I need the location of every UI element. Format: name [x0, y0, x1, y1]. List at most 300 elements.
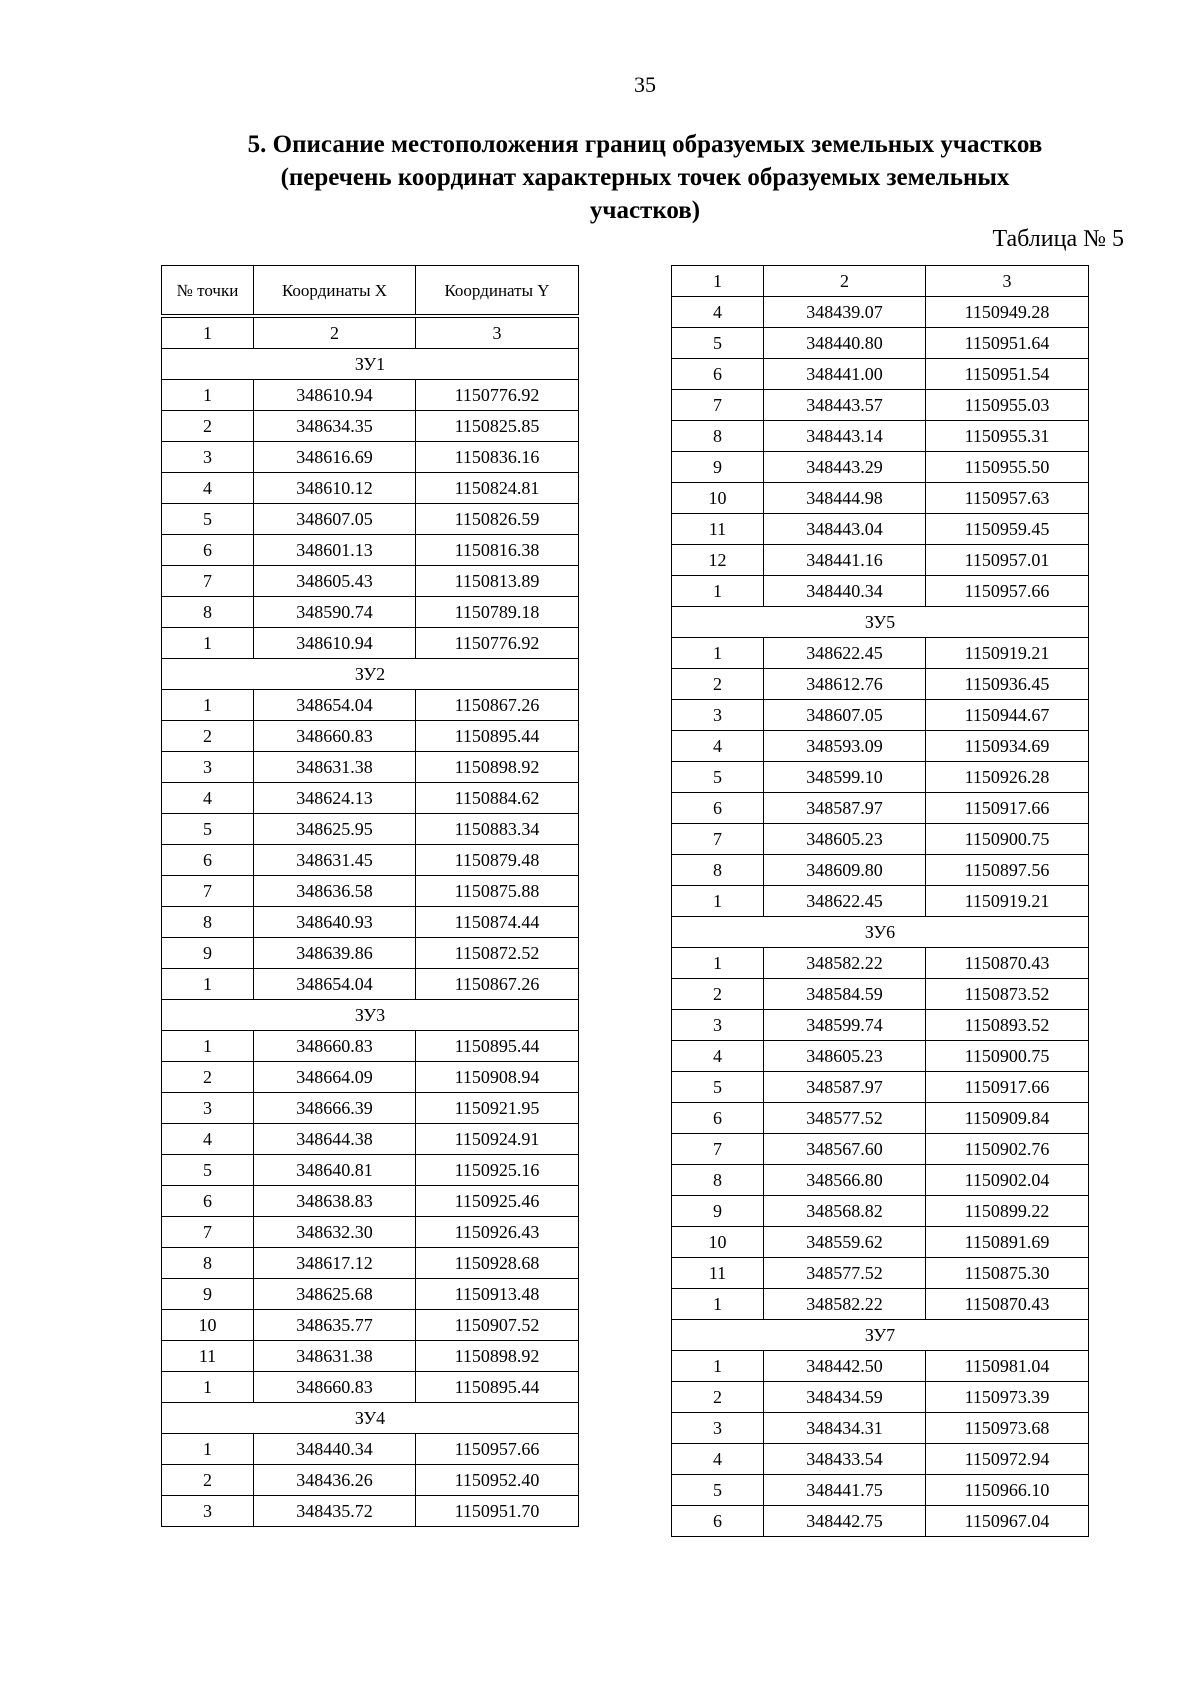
coordinate-row — [162, 1186, 579, 1217]
coordinate-row — [672, 421, 1089, 452]
coordinate-x-cell: 348440.80 — [764, 328, 926, 359]
point-number-cell: 5 — [672, 1072, 764, 1103]
coordinate-row — [672, 1227, 1089, 1258]
point-number-cell: 1 — [162, 690, 254, 721]
plot-section-row — [672, 1320, 1089, 1351]
coordinates-table-left — [161, 265, 579, 1527]
coordinate-y-cell: 1150957.66 — [926, 576, 1089, 607]
point-number-cell: 6 — [672, 359, 764, 390]
point-number-cell: 3 — [162, 1496, 254, 1527]
coordinate-x-cell: 348435.72 — [254, 1496, 416, 1527]
coordinate-row — [672, 1506, 1089, 1537]
coordinate-row — [162, 814, 579, 845]
coordinate-x-cell: 348666.39 — [254, 1093, 416, 1124]
coordinate-row — [162, 1341, 579, 1372]
point-number-cell: 8 — [672, 421, 764, 452]
point-number-cell: 4 — [672, 297, 764, 328]
coordinate-x-cell: 348440.34 — [764, 576, 926, 607]
point-number-cell: 5 — [162, 504, 254, 535]
coordinate-row — [162, 504, 579, 535]
point-number-cell: 1 — [672, 1289, 764, 1320]
coordinate-y-cell: 1150898.92 — [416, 752, 579, 783]
coordinate-row — [162, 473, 579, 504]
coordinate-row — [162, 783, 579, 814]
page-number: 35 — [634, 72, 656, 97]
point-number-cell: 1 — [672, 638, 764, 669]
coordinate-row — [672, 297, 1089, 328]
coordinate-row — [162, 721, 579, 752]
coordinate-row — [162, 535, 579, 566]
coordinate-y-cell: 1150902.76 — [926, 1134, 1089, 1165]
point-number-cell: 4 — [672, 1041, 764, 1072]
coordinate-y-cell: 1150902.04 — [926, 1165, 1089, 1196]
point-number-cell: 2 — [162, 411, 254, 442]
coordinate-x-cell: 348443.14 — [764, 421, 926, 452]
point-number-cell: 8 — [162, 597, 254, 628]
coordinate-y-cell: 1150966.10 — [926, 1475, 1089, 1506]
coordinate-row — [672, 731, 1089, 762]
point-number-cell: 3 — [162, 442, 254, 473]
coordinate-row — [162, 442, 579, 473]
point-number-cell: 7 — [672, 1134, 764, 1165]
coordinate-y-cell: 1150836.16 — [416, 442, 579, 473]
coordinate-y-cell: 1150776.92 — [416, 628, 579, 659]
coordinate-y-cell: 1150813.89 — [416, 566, 579, 597]
coordinate-x-cell: 348441.16 — [764, 545, 926, 576]
point-number-cell: 1 — [162, 969, 254, 1000]
coordinate-x-cell: 348654.04 — [254, 969, 416, 1000]
coordinate-x-cell: 348559.62 — [764, 1227, 926, 1258]
coordinate-x-cell: 348622.45 — [764, 638, 926, 669]
point-number-cell: 8 — [162, 1248, 254, 1279]
coordinate-y-cell: 1150907.52 — [416, 1310, 579, 1341]
coordinate-row — [162, 566, 579, 597]
plot-section-label: ЗУ6 — [672, 917, 1089, 948]
point-number-cell: 1 — [162, 1434, 254, 1465]
point-number-cell: 3 — [162, 1093, 254, 1124]
coordinate-x-cell: 348577.52 — [764, 1103, 926, 1134]
coordinate-x-cell: 348436.26 — [254, 1465, 416, 1496]
coordinate-x-cell: 348660.83 — [254, 1372, 416, 1403]
point-number-cell: 4 — [162, 473, 254, 504]
point-number-cell: 6 — [672, 1103, 764, 1134]
point-number-cell: 3 — [162, 752, 254, 783]
coordinate-x-cell: 348443.04 — [764, 514, 926, 545]
coordinate-y-cell: 1150955.03 — [926, 390, 1089, 421]
section-heading — [150, 128, 1140, 227]
column-number: 1 — [162, 318, 254, 349]
coordinate-row — [672, 1382, 1089, 1413]
coordinate-x-cell: 348582.22 — [764, 948, 926, 979]
point-number-cell: 11 — [672, 1258, 764, 1289]
coordinate-y-cell: 1150919.21 — [926, 886, 1089, 917]
coordinate-x-cell: 348612.76 — [764, 669, 926, 700]
point-number-cell: 7 — [672, 824, 764, 855]
point-number-cell: 8 — [672, 1165, 764, 1196]
coordinate-y-cell: 1150921.95 — [416, 1093, 579, 1124]
point-number-cell: 12 — [672, 545, 764, 576]
point-number-cell: 4 — [672, 1444, 764, 1475]
point-number-cell: 4 — [162, 783, 254, 814]
coordinate-row — [672, 700, 1089, 731]
plot-section-row — [162, 1403, 579, 1434]
header-coordinate-y: Координаты Y — [416, 266, 579, 315]
coordinate-x-cell: 348625.68 — [254, 1279, 416, 1310]
coordinate-row — [162, 1093, 579, 1124]
point-number-cell: 4 — [162, 1124, 254, 1155]
coordinate-x-cell: 348434.31 — [764, 1413, 926, 1444]
point-number-cell: 6 — [672, 1506, 764, 1537]
coordinate-y-cell: 1150891.69 — [926, 1227, 1089, 1258]
coordinate-y-cell: 1150884.62 — [416, 783, 579, 814]
coordinate-x-cell: 348567.60 — [764, 1134, 926, 1165]
point-number-cell: 1 — [672, 1351, 764, 1382]
coordinate-x-cell: 348654.04 — [254, 690, 416, 721]
column-number-row — [672, 266, 1089, 297]
coordinate-x-cell: 348442.75 — [764, 1506, 926, 1537]
coordinate-y-cell: 1150870.43 — [926, 1289, 1089, 1320]
coordinate-y-cell: 1150917.66 — [926, 1072, 1089, 1103]
point-number-cell: 7 — [162, 566, 254, 597]
coordinate-row — [672, 514, 1089, 545]
coordinate-y-cell: 1150972.94 — [926, 1444, 1089, 1475]
coordinate-x-cell: 348640.93 — [254, 907, 416, 938]
point-number-cell: 6 — [672, 793, 764, 824]
point-number-cell: 2 — [672, 979, 764, 1010]
coordinate-y-cell: 1150944.67 — [926, 700, 1089, 731]
coordinate-y-cell: 1150967.04 — [926, 1506, 1089, 1537]
coordinate-y-cell: 1150893.52 — [926, 1010, 1089, 1041]
coordinate-x-cell: 348444.98 — [764, 483, 926, 514]
coordinate-y-cell: 1150870.43 — [926, 948, 1089, 979]
point-number-cell: 9 — [162, 938, 254, 969]
point-number-cell: 3 — [672, 700, 764, 731]
coordinate-row — [162, 1217, 579, 1248]
coordinate-y-cell: 1150951.64 — [926, 328, 1089, 359]
coordinate-row — [672, 1072, 1089, 1103]
coordinate-x-cell: 348617.12 — [254, 1248, 416, 1279]
coordinate-y-cell: 1150957.66 — [416, 1434, 579, 1465]
coordinate-y-cell: 1150957.01 — [926, 545, 1089, 576]
coordinate-row — [162, 969, 579, 1000]
coordinate-y-cell: 1150949.28 — [926, 297, 1089, 328]
heading-line-2: (перечень координат характерных точек образуемых земельных — [280, 164, 1010, 191]
coordinate-row — [672, 1289, 1089, 1320]
point-number-cell: 3 — [672, 1010, 764, 1041]
coordinate-y-cell: 1150955.50 — [926, 452, 1089, 483]
point-number-cell: 10 — [672, 483, 764, 514]
coordinate-x-cell: 348660.83 — [254, 721, 416, 752]
coordinate-y-cell: 1150936.45 — [926, 669, 1089, 700]
coordinate-row — [162, 752, 579, 783]
coordinate-row — [672, 855, 1089, 886]
point-number-cell: 10 — [672, 1227, 764, 1258]
point-number-cell: 3 — [672, 1413, 764, 1444]
coordinate-row — [162, 845, 579, 876]
coordinate-row — [162, 1031, 579, 1062]
coordinate-row — [672, 1444, 1089, 1475]
point-number-cell: 1 — [672, 576, 764, 607]
header-coordinate-x: Координаты X — [254, 266, 416, 315]
coordinate-y-cell: 1150879.48 — [416, 845, 579, 876]
coordinate-y-cell: 1150883.34 — [416, 814, 579, 845]
point-number-cell: 2 — [162, 721, 254, 752]
point-number-cell: 5 — [162, 814, 254, 845]
coordinate-row — [162, 1124, 579, 1155]
column-number: 3 — [926, 266, 1089, 297]
table-header-row — [162, 266, 579, 315]
heading-line-3: участков) — [589, 197, 701, 224]
coordinate-x-cell: 348590.74 — [254, 597, 416, 628]
coordinate-y-cell: 1150898.92 — [416, 1341, 579, 1372]
coordinate-y-cell: 1150875.88 — [416, 876, 579, 907]
coordinate-y-cell: 1150924.91 — [416, 1124, 579, 1155]
coordinate-y-cell: 1150895.44 — [416, 1031, 579, 1062]
point-number-cell: 1 — [162, 1031, 254, 1062]
coordinate-x-cell: 348610.94 — [254, 380, 416, 411]
coordinate-row — [672, 1041, 1089, 1072]
coordinate-x-cell: 348664.09 — [254, 1062, 416, 1093]
coordinate-x-cell: 348610.94 — [254, 628, 416, 659]
coordinate-y-cell: 1150955.31 — [926, 421, 1089, 452]
point-number-cell: 7 — [162, 1217, 254, 1248]
point-number-cell: 2 — [162, 1465, 254, 1496]
header-point-number: № точки — [162, 266, 254, 315]
coordinate-row — [672, 793, 1089, 824]
coordinate-x-cell: 348640.81 — [254, 1155, 416, 1186]
coordinate-row — [672, 1351, 1089, 1382]
coordinate-row — [672, 979, 1089, 1010]
coordinate-x-cell: 348625.95 — [254, 814, 416, 845]
coordinate-row — [672, 390, 1089, 421]
coordinate-row — [672, 328, 1089, 359]
coordinate-x-cell: 348634.35 — [254, 411, 416, 442]
coordinate-row — [672, 1196, 1089, 1227]
plot-section-row — [162, 1000, 579, 1031]
coordinate-x-cell: 348440.34 — [254, 1434, 416, 1465]
coordinate-row — [162, 411, 579, 442]
coordinate-x-cell: 348632.30 — [254, 1217, 416, 1248]
coordinate-x-cell: 348439.07 — [764, 297, 926, 328]
plot-section-label: ЗУ3 — [162, 1000, 579, 1031]
point-number-cell: 2 — [672, 669, 764, 700]
coordinate-row — [672, 452, 1089, 483]
coordinate-y-cell: 1150934.69 — [926, 731, 1089, 762]
coordinate-y-cell: 1150908.94 — [416, 1062, 579, 1093]
coordinate-row — [672, 948, 1089, 979]
coordinate-x-cell: 348607.05 — [254, 504, 416, 535]
plot-section-label: ЗУ4 — [162, 1403, 579, 1434]
coordinate-x-cell: 348568.82 — [764, 1196, 926, 1227]
point-number-cell: 1 — [162, 628, 254, 659]
heading-line-1: 5. Описание местоположения границ образуемых земельных участков — [247, 131, 1043, 158]
coordinate-y-cell: 1150973.39 — [926, 1382, 1089, 1413]
point-number-cell: 10 — [162, 1310, 254, 1341]
coordinate-x-cell: 348599.10 — [764, 762, 926, 793]
coordinate-x-cell: 348639.86 — [254, 938, 416, 969]
coordinate-x-cell: 348660.83 — [254, 1031, 416, 1062]
coordinate-y-cell: 1150789.18 — [416, 597, 579, 628]
plot-section-row — [162, 349, 579, 380]
coordinate-row — [162, 1434, 579, 1465]
coordinate-y-cell: 1150895.44 — [416, 1372, 579, 1403]
coordinate-y-cell: 1150973.68 — [926, 1413, 1089, 1444]
coordinate-y-cell: 1150959.45 — [926, 514, 1089, 545]
point-number-cell: 2 — [672, 1382, 764, 1413]
coordinate-row — [162, 1248, 579, 1279]
coordinate-row — [162, 938, 579, 969]
coordinate-y-cell: 1150873.52 — [926, 979, 1089, 1010]
point-number-cell: 6 — [162, 535, 254, 566]
coordinate-row — [672, 1103, 1089, 1134]
coordinate-y-cell: 1150867.26 — [416, 969, 579, 1000]
coordinate-row — [162, 597, 579, 628]
coordinate-x-cell: 348587.97 — [764, 793, 926, 824]
coordinate-row — [672, 1413, 1089, 1444]
plot-section-label: ЗУ7 — [672, 1320, 1089, 1351]
coordinate-row — [672, 1165, 1089, 1196]
coordinate-x-cell: 348577.52 — [764, 1258, 926, 1289]
point-number-cell: 1 — [672, 948, 764, 979]
point-number-cell: 11 — [672, 514, 764, 545]
plot-section-label: ЗУ2 — [162, 659, 579, 690]
point-number-cell: 5 — [672, 328, 764, 359]
coordinate-row — [672, 359, 1089, 390]
column-number-row — [162, 318, 579, 349]
coordinate-row — [162, 1155, 579, 1186]
coordinate-row — [162, 1372, 579, 1403]
coordinate-x-cell: 348605.23 — [764, 824, 926, 855]
plot-section-row — [672, 607, 1089, 638]
coordinate-y-cell: 1150776.92 — [416, 380, 579, 411]
coordinate-x-cell: 348610.12 — [254, 473, 416, 504]
coordinate-x-cell: 348624.13 — [254, 783, 416, 814]
coordinate-x-cell: 348599.74 — [764, 1010, 926, 1041]
plot-section-row — [162, 659, 579, 690]
coordinate-y-cell: 1150875.30 — [926, 1258, 1089, 1289]
coordinate-row — [672, 1258, 1089, 1289]
coordinate-row — [162, 380, 579, 411]
coordinate-y-cell: 1150867.26 — [416, 690, 579, 721]
coordinate-row — [672, 762, 1089, 793]
coordinate-y-cell: 1150957.63 — [926, 483, 1089, 514]
column-number: 2 — [254, 318, 416, 349]
point-number-cell: 5 — [672, 762, 764, 793]
coordinate-row — [672, 1010, 1089, 1041]
coordinate-x-cell: 348631.38 — [254, 1341, 416, 1372]
point-number-cell: 4 — [672, 731, 764, 762]
coordinate-row — [672, 1134, 1089, 1165]
plot-section-label: ЗУ1 — [162, 349, 579, 380]
coordinate-x-cell: 348631.38 — [254, 752, 416, 783]
coordinate-y-cell: 1150826.59 — [416, 504, 579, 535]
plot-section-row — [672, 917, 1089, 948]
coordinate-x-cell: 348442.50 — [764, 1351, 926, 1382]
coordinate-x-cell: 348631.45 — [254, 845, 416, 876]
point-number-cell: 7 — [162, 876, 254, 907]
coordinate-row — [672, 545, 1089, 576]
coordinate-y-cell: 1150872.52 — [416, 938, 579, 969]
point-number-cell: 11 — [162, 1341, 254, 1372]
coordinate-x-cell: 348638.83 — [254, 1186, 416, 1217]
point-number-cell: 5 — [672, 1475, 764, 1506]
point-number-cell: 5 — [162, 1155, 254, 1186]
coordinate-x-cell: 348605.43 — [254, 566, 416, 597]
coordinate-x-cell: 348433.54 — [764, 1444, 926, 1475]
plot-section-label: ЗУ5 — [672, 607, 1089, 638]
coordinate-row — [162, 1465, 579, 1496]
coordinate-y-cell: 1150913.48 — [416, 1279, 579, 1310]
coordinate-x-cell: 348636.58 — [254, 876, 416, 907]
coordinate-y-cell: 1150981.04 — [926, 1351, 1089, 1382]
coordinate-y-cell: 1150899.22 — [926, 1196, 1089, 1227]
coordinate-x-cell: 348443.29 — [764, 452, 926, 483]
coordinate-row — [672, 483, 1089, 514]
coordinate-y-cell: 1150919.21 — [926, 638, 1089, 669]
coordinate-y-cell: 1150926.28 — [926, 762, 1089, 793]
coordinate-row — [162, 628, 579, 659]
coordinate-y-cell: 1150816.38 — [416, 535, 579, 566]
coordinate-y-cell: 1150900.75 — [926, 824, 1089, 855]
coordinate-x-cell: 348644.38 — [254, 1124, 416, 1155]
coordinate-y-cell: 1150909.84 — [926, 1103, 1089, 1134]
coordinate-y-cell: 1150951.70 — [416, 1496, 579, 1527]
coordinate-row — [162, 1062, 579, 1093]
point-number-cell: 9 — [162, 1279, 254, 1310]
coordinate-y-cell: 1150895.44 — [416, 721, 579, 752]
coordinate-y-cell: 1150925.46 — [416, 1186, 579, 1217]
coordinate-y-cell: 1150926.43 — [416, 1217, 579, 1248]
coordinate-row — [162, 907, 579, 938]
column-number: 1 — [672, 266, 764, 297]
coordinate-y-cell: 1150897.56 — [926, 855, 1089, 886]
point-number-cell: 6 — [162, 845, 254, 876]
coordinate-y-cell: 1150900.75 — [926, 1041, 1089, 1072]
coordinate-x-cell: 348635.77 — [254, 1310, 416, 1341]
point-number-cell: 9 — [672, 1196, 764, 1227]
coordinate-x-cell: 348593.09 — [764, 731, 926, 762]
coordinate-y-cell: 1150825.85 — [416, 411, 579, 442]
coordinate-y-cell: 1150874.44 — [416, 907, 579, 938]
coordinate-x-cell: 348584.59 — [764, 979, 926, 1010]
coordinate-row — [162, 1279, 579, 1310]
coordinate-x-cell: 348587.97 — [764, 1072, 926, 1103]
coordinate-x-cell: 348582.22 — [764, 1289, 926, 1320]
point-number-cell: 8 — [162, 907, 254, 938]
coordinate-x-cell: 348605.23 — [764, 1041, 926, 1072]
coordinate-y-cell: 1150925.16 — [416, 1155, 579, 1186]
coordinates-table-right — [671, 265, 1089, 1537]
coordinate-row — [672, 669, 1089, 700]
coordinate-y-cell: 1150952.40 — [416, 1465, 579, 1496]
coordinate-row — [162, 690, 579, 721]
column-number: 2 — [764, 266, 926, 297]
coordinate-x-cell: 348443.57 — [764, 390, 926, 421]
coordinate-x-cell: 348616.69 — [254, 442, 416, 473]
point-number-cell: 7 — [672, 390, 764, 421]
point-number-cell: 9 — [672, 452, 764, 483]
point-number-cell: 8 — [672, 855, 764, 886]
point-number-cell: 1 — [672, 886, 764, 917]
column-number: 3 — [416, 318, 579, 349]
coordinate-x-cell: 348601.13 — [254, 535, 416, 566]
coordinate-x-cell: 348622.45 — [764, 886, 926, 917]
coordinate-row — [162, 1496, 579, 1527]
coordinate-row — [672, 886, 1089, 917]
point-number-cell: 2 — [162, 1062, 254, 1093]
coordinate-row — [672, 576, 1089, 607]
coordinate-row — [672, 1475, 1089, 1506]
